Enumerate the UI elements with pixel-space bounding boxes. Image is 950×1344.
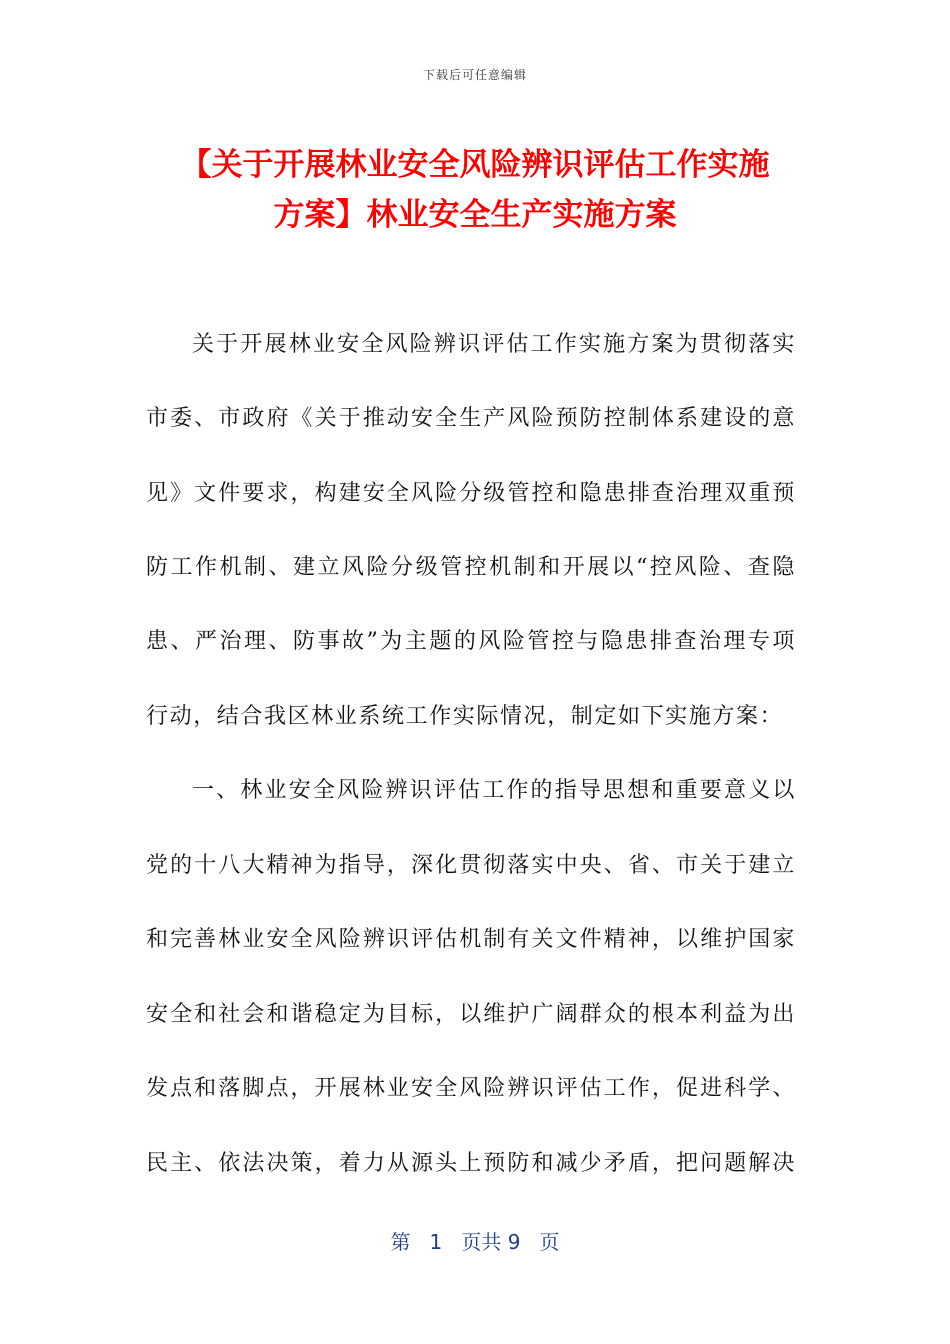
body-line: 党的十八大精神为指导，深化贯彻落实中央、省、市关于建立 <box>146 853 796 878</box>
body-line: 关于开展林业安全风险辨识评估工作实施方案为贯彻落实 <box>192 332 796 357</box>
body-line: 发点和落脚点，开展林业安全风险辨识评估工作，促进科学、 <box>146 1076 796 1101</box>
title-line-1: 【关于开展林业安全风险辨识评估工作实施 <box>180 147 770 183</box>
footer-page-number: 1 <box>429 1230 443 1254</box>
footer-suffix: 页 <box>539 1230 560 1254</box>
body-line: 见》文件要求，构建安全风险分级管控和隐患排查治理双重预 <box>146 481 796 506</box>
title-line-2: 方案】林业安全生产实施方案 <box>273 197 677 233</box>
page-footer <box>0 1226 950 1255</box>
footer-prefix: 第 <box>390 1230 411 1254</box>
body-line: 市委、市政府《关于推动安全生产风险预防控制体系建设的意 <box>146 406 796 431</box>
body-line: 防工作机制、建立风险分级管控机制和开展以“控风险、查隐 <box>146 555 796 580</box>
body-line: 一、林业安全风险辨识评估工作的指导思想和重要意义以 <box>192 778 796 803</box>
document-title <box>150 140 800 240</box>
footer-total-pages: 9 <box>507 1230 521 1254</box>
body-line: 民主、依法决策，着力从源头上预防和减少矛盾，把问题解决 <box>146 1151 796 1176</box>
header-note: 下载后可任意编辑 <box>422 68 527 82</box>
body-line: 和完善林业安全风险辨识评估机制有关文件精神，以维护国家 <box>146 927 796 952</box>
footer-middle: 页共 <box>461 1230 502 1254</box>
body-line: 患、严治理、防事故”为主题的风险管控与隐患排查治理专项 <box>146 629 796 654</box>
body-line: 行动，结合我区林业系统工作实际情况，制定如下实施方案： <box>146 704 784 729</box>
body-line: 安全和社会和谐稳定为目标，以维护广阔群众的根本利益为出 <box>146 1002 796 1027</box>
